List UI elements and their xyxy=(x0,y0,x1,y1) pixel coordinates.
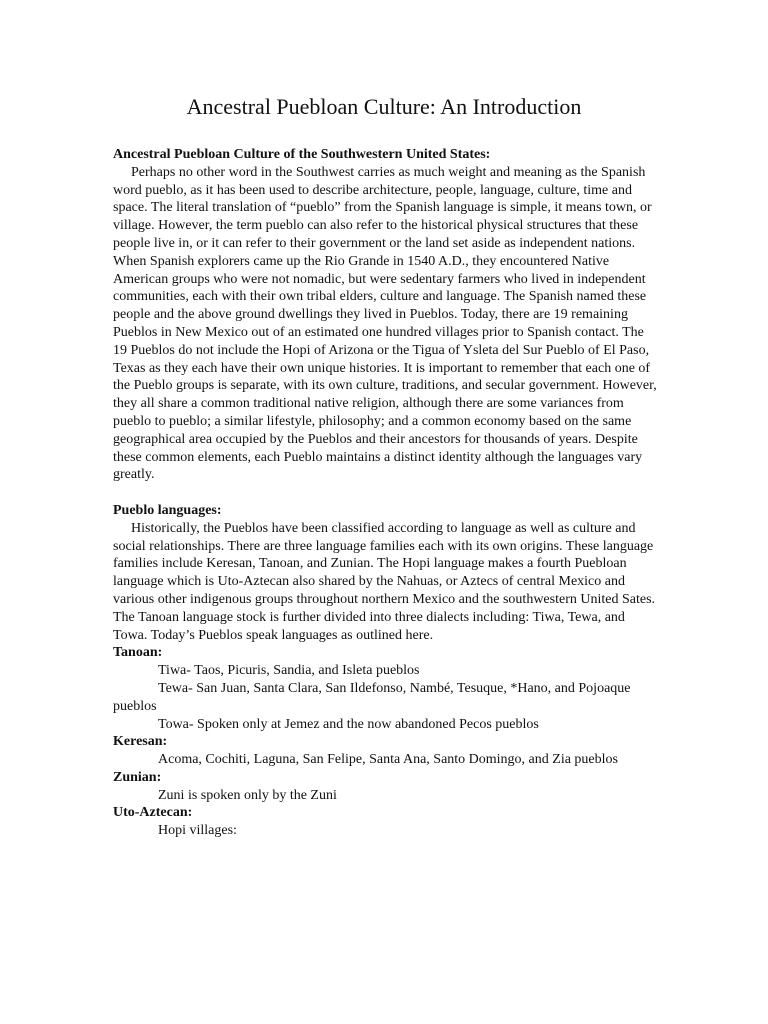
language-label-tanoan: Tanoan: xyxy=(113,645,163,661)
language-item-keresan: Acoma, Cochiti, Laguna, San Felipe, Santa Ana, Santo Domingo, and Zia pueblos xyxy=(158,752,618,768)
language-item-zunian: Zuni is spoken only by the Zuni xyxy=(158,787,337,803)
section-heading-ancestral: Ancestral Puebloan Culture of the Southwestern United States: xyxy=(113,147,491,162)
language-label-zunian: Zunian: xyxy=(113,769,162,785)
language-label-uto-aztecan: Uto-Aztecan: xyxy=(113,805,193,821)
document-body xyxy=(113,146,658,840)
language-label-keresan: Keresan: xyxy=(113,734,168,750)
paragraph-spacer xyxy=(113,484,658,502)
paragraph-spanish-explorers: When Spanish explorers came up the Rio Grande in 1540 A.D., they encountered Native American groups who were not nomadic, but were sedentary farmers who lived in independent communities, each with their own tribal elders, culture and language. The Spanish named these people and the above ground dwellings they lived in Pueblos. Today, there are 19 remaining Pueblos in New Mexico out of an estimated one hundred villages prior to Spanish contact. The 19 Pueblos do not include the Hopi of Arizona or the Tigua of Ysleta del Sur Pueblo of El Paso, Texas as they each have their own unique histories. It is important to remember that each one of the Pueblo groups is separate, with its own culture, traditions, and secular government. However, they all share a common traditional native religion, although there are some variances from pueblo to pueblo; a similar lifestyle, philosophy; and a common economy based on the same geographical area occupied by the Pueblos and their ancestors for thousands of years. Despite these common elements, each Pueblo maintains a distinct identity although the languages vary greatly. xyxy=(113,253,657,483)
language-item-tiwa: Tiwa- Taos, Picuris, Sandia, and Isleta pueblos xyxy=(158,663,420,679)
language-item-hopi: Hopi villages: xyxy=(158,823,237,839)
language-item-towa: Towa- Spoken only at Jemez and the now abandoned Pecos pueblos xyxy=(158,716,539,732)
paragraph-pueblo-meaning: Perhaps no other word in the Southwest carries as much weight and meaning as the Spanish word pueblo, as it has been used to describe architecture, people, language, culture, time and space. The literal translation of “pueblo” from the Spanish language is simple, it means town, or village. However, the term pueblo can also refer to the historical physical structures that these people live in, or it can refer to their government or the land set aside as independent nations. xyxy=(113,164,652,251)
section-heading-languages: Pueblo languages: xyxy=(113,502,222,518)
paragraph-language-families: Historically, the Pueblos have been classified according to language as well as culture and social relationships. There are three language families each with its own origins. These language families include Keresan, Tanoan, and Zunian. The Hopi language makes a fourth Puebloan language which is Uto-Aztecan also shared by the Nahuas, or Aztecs of central Mexico and various other indigenous groups throughout northern Mexico and the southwestern United Sates. The Tanoan language stock is further divided into three dialects including: Tiwa, Tewa, and Towa. Today’s Pueblos speak languages as outlined here. xyxy=(113,520,656,643)
document-title: Ancestral Puebloan Culture: An Introduction xyxy=(186,94,582,119)
language-item-tewa: Tewa- San Juan, Santa Clara, San Ildefonso, Nambé, Tesuque, *Hano, and Pojoaque pueblos xyxy=(113,680,631,714)
